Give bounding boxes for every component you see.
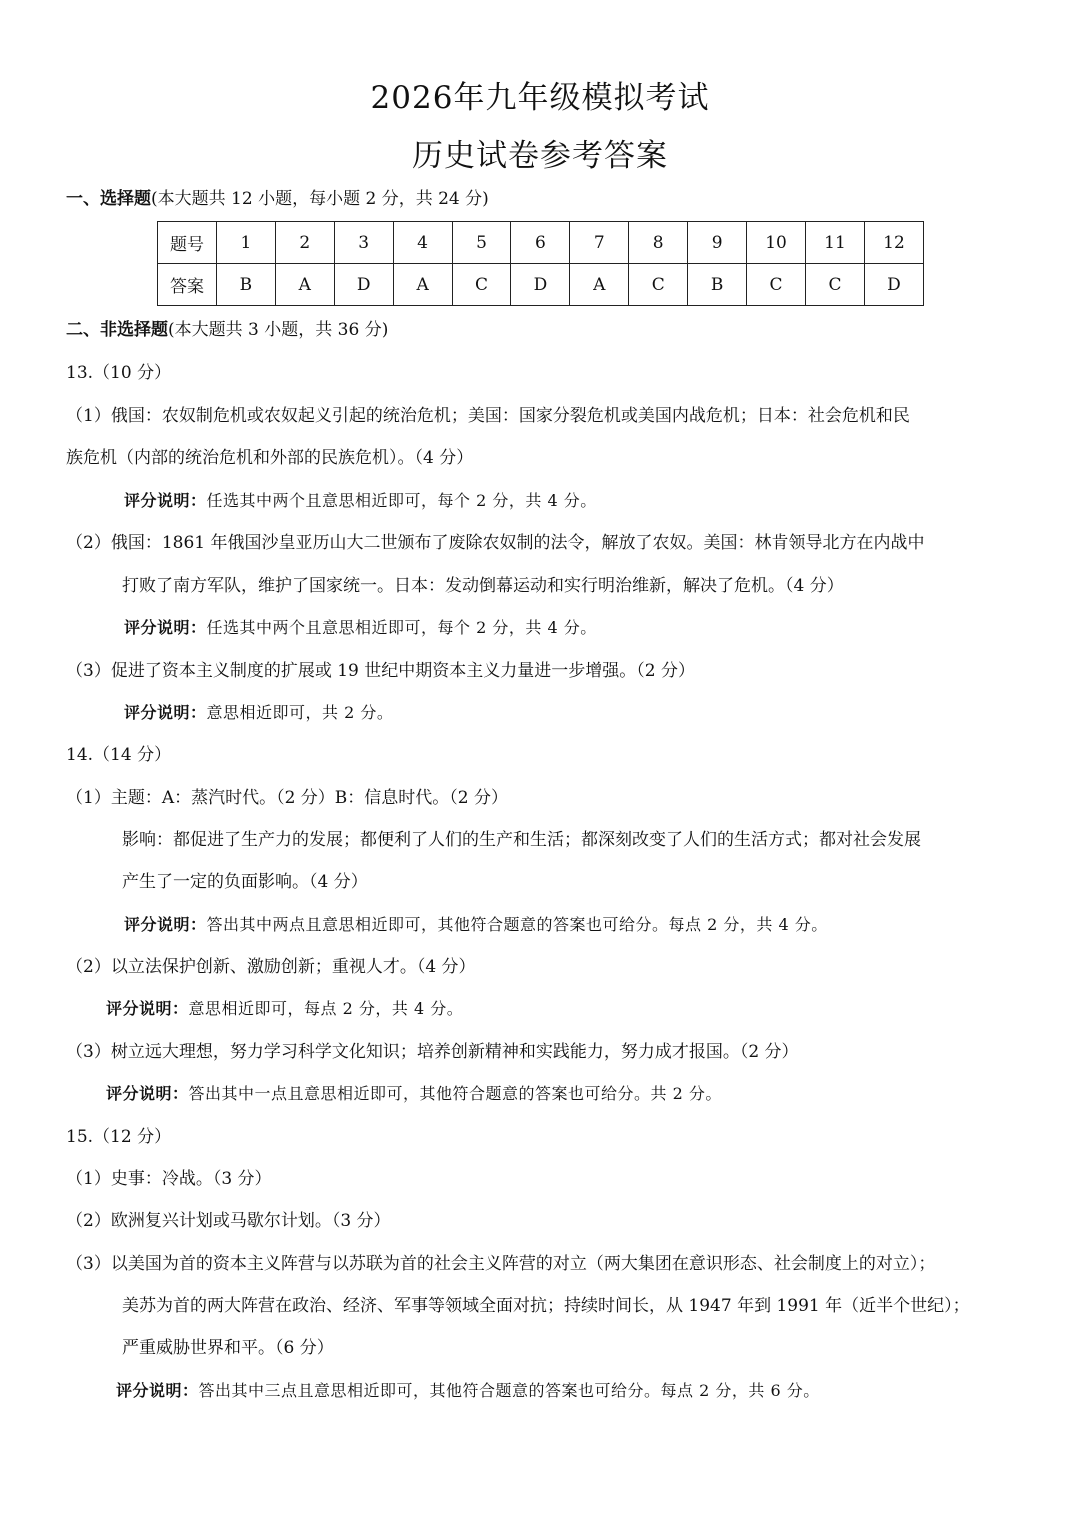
q15-part2-line1: （2）欧洲复兴计划或马歇尔计划。（3 分） — [66, 1211, 391, 1231]
page-title: 2026年九年级模拟考试 — [370, 80, 710, 116]
table-cell-number: 2 — [275, 222, 334, 264]
scoring-note-label: 评分说明： — [124, 618, 207, 637]
q13-part1-line1: （1）俄国：农奴制危机或农奴起义引起的统治危机；美国：国家分裂危机或美国内战危机；日本：社会危机和民 — [66, 406, 910, 426]
scoring-note-text: 任选其中两个且意思相近即可，每个 2 分，共 4 分。 — [206, 618, 597, 637]
q13-note1 — [124, 489, 597, 513]
section2-heading — [66, 318, 388, 342]
scoring-note-text: 答出其中三点且意思相近即可，其他符合题意的答案也可给分。每点 2 分，共 6 分。 — [198, 1381, 820, 1400]
table-cell-number: 5 — [452, 222, 511, 264]
table-header-number: 题号 — [158, 222, 217, 264]
table-cell-answer: A — [393, 264, 452, 306]
table-cell-number: 11 — [806, 222, 865, 264]
q13-note2 — [124, 616, 597, 640]
q15-note3 — [116, 1379, 820, 1403]
q13-note3 — [124, 701, 393, 725]
q15-part3-line2: 美苏为首的两大阵营在政治、经济、军事等领域全面对抗；持续时间长，从 1947 年到 1991 年（近半个世纪）； — [122, 1296, 970, 1316]
table-cell-number: 7 — [570, 222, 629, 264]
scoring-note-text: 意思相近即可，共 2 分。 — [206, 703, 394, 722]
table-cell-answer: B — [216, 264, 275, 306]
answer-table-number-row — [158, 222, 924, 264]
q14-part1-line3: 产生了一定的负面影响。（4 分） — [122, 872, 368, 892]
table-cell-answer: C — [629, 264, 688, 306]
table-cell-answer: D — [511, 264, 570, 306]
scoring-note-text: 答出其中一点且意思相近即可，其他符合题意的答案也可给分。共 2 分。 — [188, 1084, 722, 1103]
q13-heading: 13.（10 分） — [66, 363, 172, 383]
scoring-note-text: 意思相近即可，每点 2 分，共 4 分。 — [188, 999, 464, 1018]
section2-desc: (本大题共 3 小题，共 36 分) — [168, 320, 389, 340]
table-cell-number: 8 — [629, 222, 688, 264]
section1-desc: (本大题共 12 小题，每小题 2 分，共 24 分) — [151, 189, 489, 209]
scoring-note-label: 评分说明： — [124, 915, 207, 934]
section2-label: 二、非选择题 — [66, 320, 168, 340]
q14-part1-line2: 影响：都促进了生产力的发展；都便利了人们的生产和生活；都深刻改变了人们的生活方式；都对社会发展 — [122, 830, 921, 850]
table-cell-number: 10 — [747, 222, 806, 264]
q14-part1-line1: （1）主题：A：蒸汽时代。（2 分）B：信息时代。（2 分） — [66, 788, 509, 808]
q14-part3-line1: （3）树立远大理想，努力学习科学文化知识；培养创新精神和实践能力，努力成才报国。（2 分） — [66, 1042, 799, 1062]
table-cell-answer: C — [747, 264, 806, 306]
scoring-note-label: 评分说明： — [116, 1381, 199, 1400]
q13-part1-line2: 族危机（内部的统治危机和外部的民族危机）。（4 分） — [66, 448, 474, 468]
q14-note1 — [124, 913, 828, 937]
table-cell-answer: D — [334, 264, 393, 306]
table-cell-number: 12 — [864, 222, 923, 264]
table-cell-number: 4 — [393, 222, 452, 264]
q13-part2-line2: 打败了南方军队，维护了国家统一。日本：发动倒幕运动和实行明治维新，解决了危机。（4 分） — [122, 576, 844, 596]
q14-heading: 14.（14 分） — [66, 745, 172, 765]
page-subtitle: 历史试卷参考答案 — [412, 138, 668, 174]
section1-heading — [66, 187, 489, 211]
section1-label: 一、选择题 — [66, 189, 151, 209]
q14-note2 — [106, 997, 463, 1021]
table-cell-number: 9 — [688, 222, 747, 264]
q15-part3-line3: 严重威胁世界和平。（6 分） — [122, 1338, 334, 1358]
table-cell-number: 6 — [511, 222, 570, 264]
q15-part3-line1: （3）以美国为首的资本主义阵营与以苏联为首的社会主义阵营的对立（两大集团在意识形态、社会制度上的对立）； — [66, 1254, 936, 1274]
table-cell-answer: B — [688, 264, 747, 306]
table-cell-number: 1 — [216, 222, 275, 264]
scoring-note-label: 评分说明： — [124, 491, 207, 510]
table-cell-answer: D — [864, 264, 923, 306]
scoring-note-text: 任选其中两个且意思相近即可，每个 2 分，共 4 分。 — [206, 491, 597, 510]
scoring-note-label: 评分说明： — [106, 1084, 189, 1103]
q13-part2-line1: （2）俄国：1861 年俄国沙皇亚历山大二世颁布了废除农奴制的法令，解放了农奴。美国：林肯领导北方在内战中 — [66, 533, 925, 553]
answer-table — [157, 221, 924, 306]
q14-part2-line1: （2）以立法保护创新、激励创新；重视人才。（4 分） — [66, 957, 476, 977]
table-cell-answer: A — [570, 264, 629, 306]
q15-part1-line1: （1）史事：冷战。（3 分） — [66, 1169, 272, 1189]
q13-part3-line1: （3）促进了资本主义制度的扩展或 19 世纪中期资本主义力量进一步增强。（2 分） — [66, 661, 695, 681]
table-cell-answer: C — [452, 264, 511, 306]
scoring-note-label: 评分说明： — [124, 703, 207, 722]
q14-note3 — [106, 1082, 722, 1106]
table-cell-number: 3 — [334, 222, 393, 264]
table-cell-answer: A — [275, 264, 334, 306]
answer-table-answer-row — [158, 264, 924, 306]
table-cell-answer: C — [806, 264, 865, 306]
scoring-note-label: 评分说明： — [106, 999, 189, 1018]
scoring-note-text: 答出其中两点且意思相近即可，其他符合题意的答案也可给分。每点 2 分，共 4 分。 — [206, 915, 828, 934]
q15-heading: 15.（12 分） — [66, 1127, 172, 1147]
table-header-answer: 答案 — [158, 264, 217, 306]
